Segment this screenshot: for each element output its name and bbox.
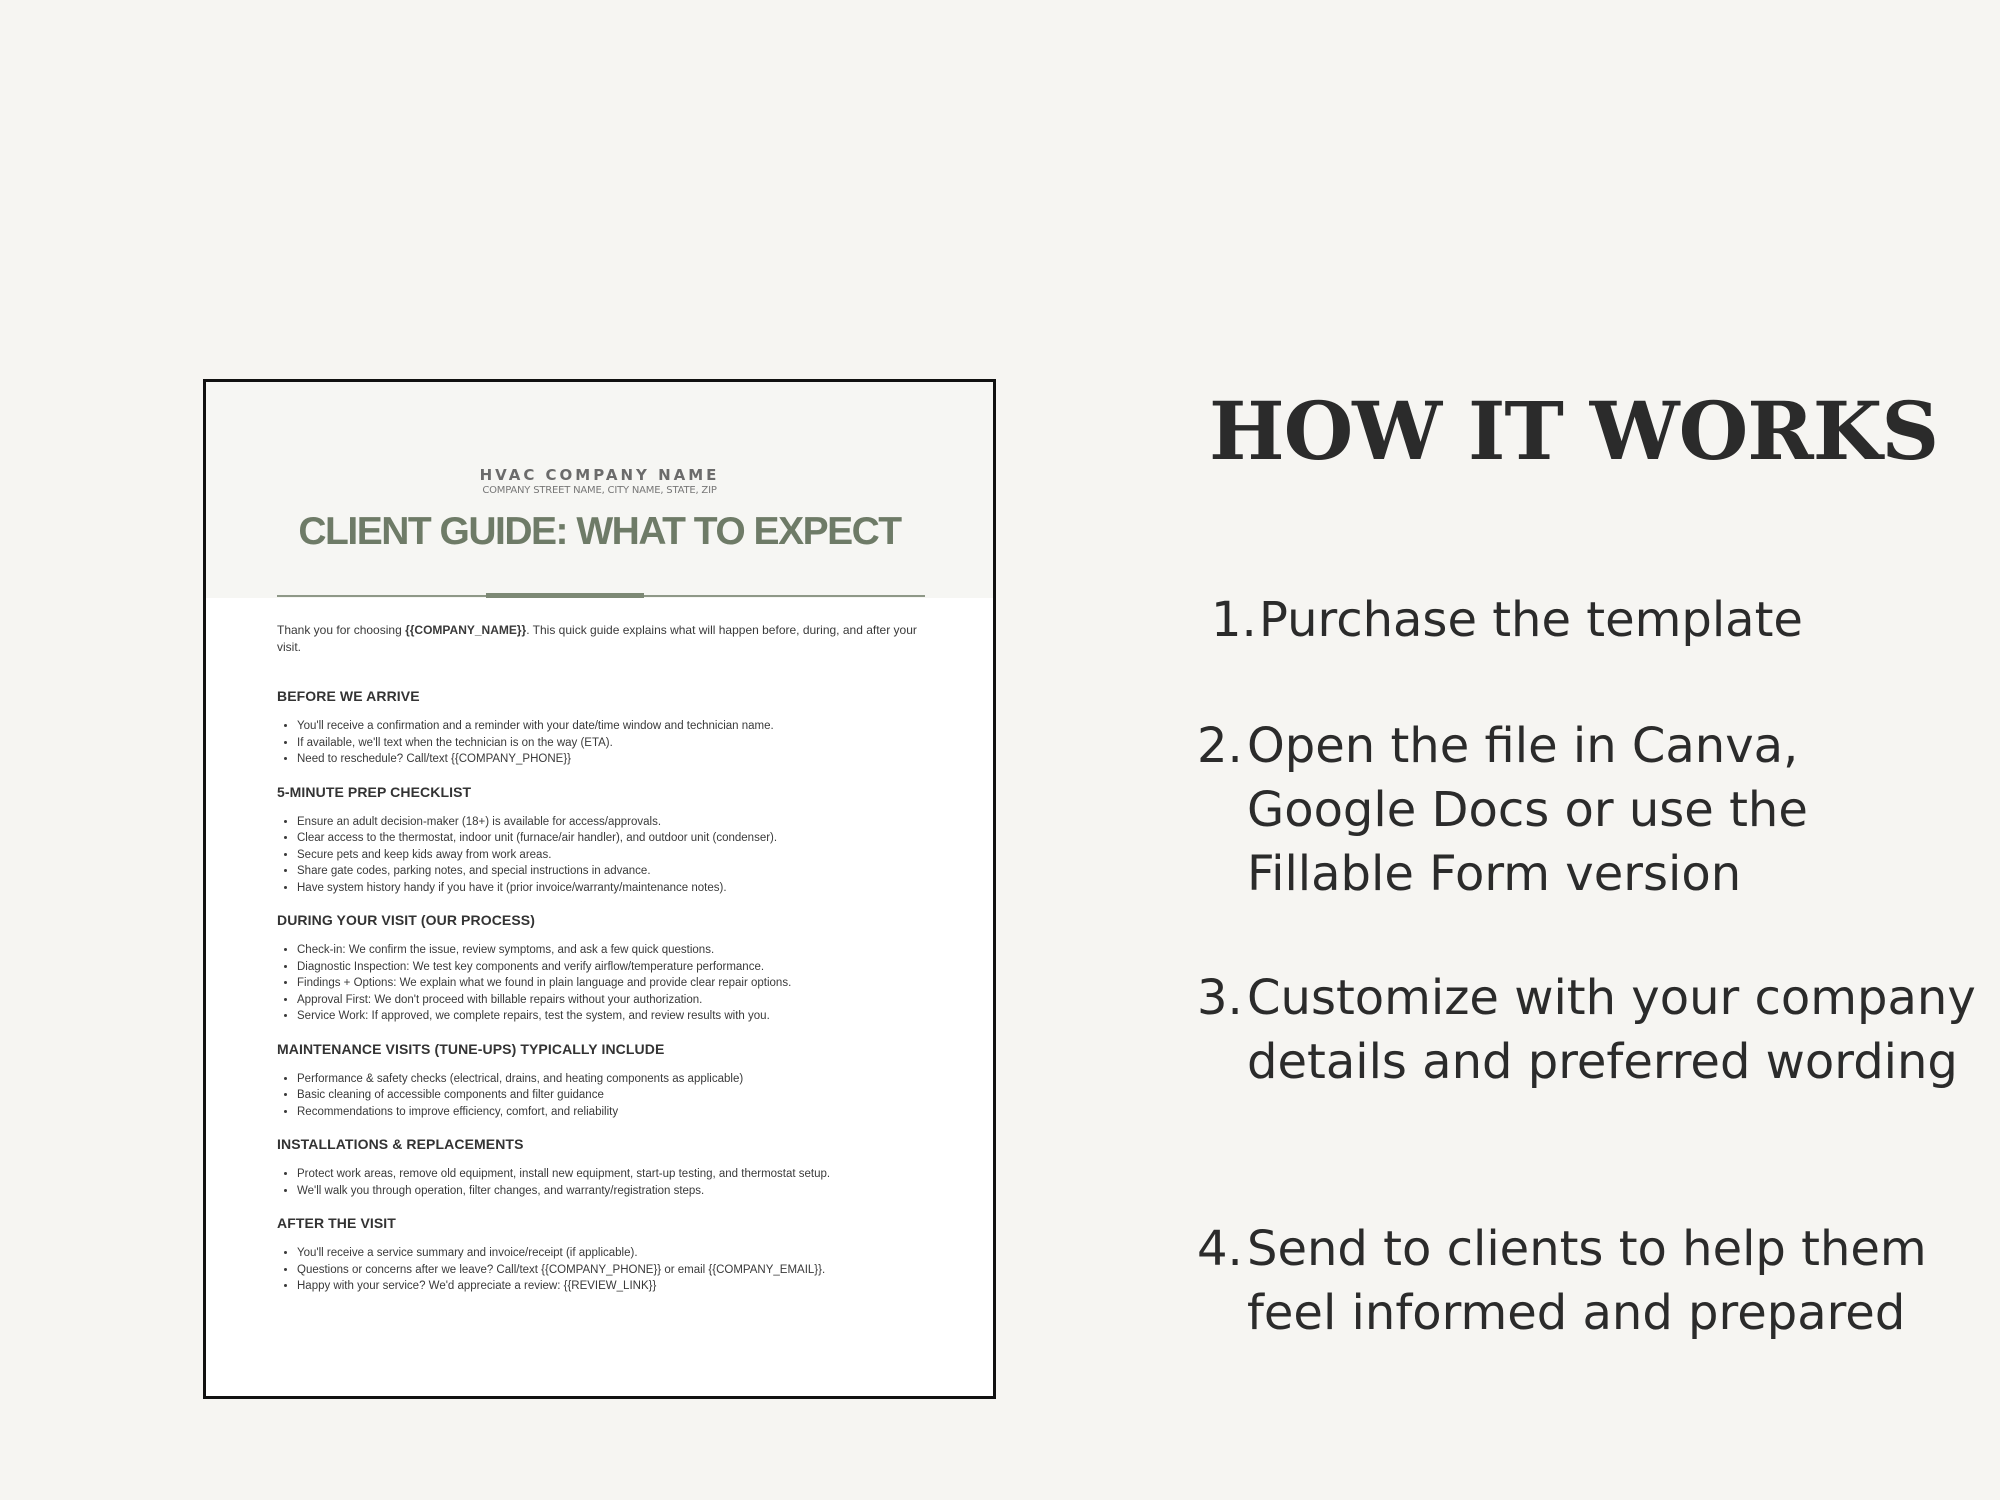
step-text: Purchase the template	[1259, 592, 1803, 648]
list-item: • Recommendations to improve efficiency, comfort, and reliability	[297, 1104, 927, 1121]
list-item: • Ensure an adult decision-maker (18+) is available for access/approvals.	[297, 814, 927, 831]
list-item: • Service Work: If approved, we complete repairs, test the system, and review results with you.	[297, 1008, 927, 1025]
step-1	[1197, 588, 1977, 652]
section-list	[277, 814, 927, 897]
list-item: • Findings + Options: We explain what we found in plain language and provide clear repair options.	[297, 975, 927, 992]
list-item: • You'll receive a confirmation and a reminder with your date/time window and technician name.	[297, 718, 927, 735]
list-item: • Secure pets and keep kids away from work areas.	[297, 847, 927, 864]
step-number: 1.	[1211, 592, 1257, 648]
step-text: Send to clients to help them feel informed and prepared	[1247, 1221, 1927, 1341]
list-item: • Check-in: We confirm the issue, review symptoms, and ask a few quick questions.	[297, 942, 927, 959]
section-after-visit	[277, 1215, 927, 1295]
section-installations	[277, 1136, 927, 1199]
list-item: • Basic cleaning of accessible components and filter guidance	[297, 1087, 927, 1104]
intro-paragraph	[277, 622, 927, 656]
header-divider-accent	[486, 593, 644, 598]
step-2	[1197, 714, 1977, 906]
section-prep-checklist	[277, 784, 927, 897]
list-item: • Approval First: We don't proceed with billable repairs without your authorization.	[297, 992, 927, 1009]
step-number: 2.	[1197, 718, 1243, 774]
document-title: CLIENT GUIDE: WHAT TO EXPECT	[298, 510, 901, 553]
section-title: INSTALLATIONS & REPLACEMENTS	[277, 1136, 524, 1152]
list-item: • If available, we'll text when the technician is on the way (ETA).	[297, 735, 927, 752]
document-preview	[203, 379, 996, 1399]
intro-company-placeholder: {{COMPANY_NAME}}	[405, 623, 527, 637]
list-item: • You'll receive a service summary and invoice/receipt (if applicable).	[297, 1245, 927, 1262]
section-title: AFTER THE VISIT	[277, 1215, 396, 1231]
section-title: 5-MINUTE PREP CHECKLIST	[277, 783, 472, 800]
company-name: HVAC COMPANY NAME	[479, 466, 720, 484]
list-item: • Diagnostic Inspection: We test key components and verify airflow/temperature performance.	[297, 959, 927, 976]
list-item: • We'll walk you through operation, filter changes, and warranty/registration steps.	[297, 1183, 927, 1200]
step-4	[1197, 1217, 1977, 1345]
step-text: Customize with your company details and preferred wording	[1247, 970, 1976, 1090]
document-body	[277, 622, 927, 1311]
list-item: • Have system history handy if you have it (prior invoice/warranty/maintenance notes).	[297, 880, 927, 897]
list-item: • Protect work areas, remove old equipment, install new equipment, start-up testing, and thermostat setup.	[297, 1166, 927, 1183]
intro-text-before: Thank you for choosing	[277, 623, 406, 637]
section-title: MAINTENANCE VISITS (TUNE-UPS) TYPICALLY INCLUDE	[277, 1040, 665, 1057]
list-item: • Questions or concerns after we leave? Call/text {{COMPANY_PHONE}} or email {{COMPANY_EMAIL}}.	[297, 1262, 927, 1279]
section-title: BEFORE WE ARRIVE	[277, 688, 420, 704]
list-item: • Need to reschedule? Call/text {{COMPANY_PHONE}}	[297, 751, 927, 768]
step-text: Open the file in Canva, Google Docs or use the Fillable Form version	[1247, 718, 1808, 902]
step-3	[1197, 966, 1977, 1094]
section-list	[277, 718, 927, 768]
step-number: 3.	[1197, 970, 1243, 1026]
section-title: DURING YOUR VISIT (OUR PROCESS)	[277, 912, 535, 928]
section-during-visit	[277, 912, 927, 1025]
intro-text-after: . This quick guide explains what will happen before, during, and after your visit.	[277, 623, 917, 654]
list-item: • Share gate codes, parking notes, and special instructions in advance.	[297, 863, 927, 880]
section-list	[277, 942, 927, 1025]
list-item: • Performance & safety checks (electrical, drains, and heating components as applicable)	[297, 1071, 927, 1088]
section-list	[277, 1166, 927, 1199]
company-address: COMPANY STREET NAME, CITY NAME, STATE, ZIP	[482, 485, 717, 496]
list-item: • Happy with your service? We'd appreciate a review: {{REVIEW_LINK}}	[297, 1278, 927, 1295]
section-maintenance	[277, 1041, 927, 1121]
section-list	[277, 1245, 927, 1295]
step-number: 4.	[1197, 1221, 1243, 1277]
section-before-we-arrive	[277, 688, 927, 768]
document-header	[206, 382, 993, 598]
list-item: • Clear access to the thermostat, indoor unit (furnace/air handler), and outdoor unit (condenser).	[297, 830, 927, 847]
how-it-works-title: HOW IT WORKS	[1209, 384, 1939, 478]
section-list	[277, 1071, 927, 1121]
